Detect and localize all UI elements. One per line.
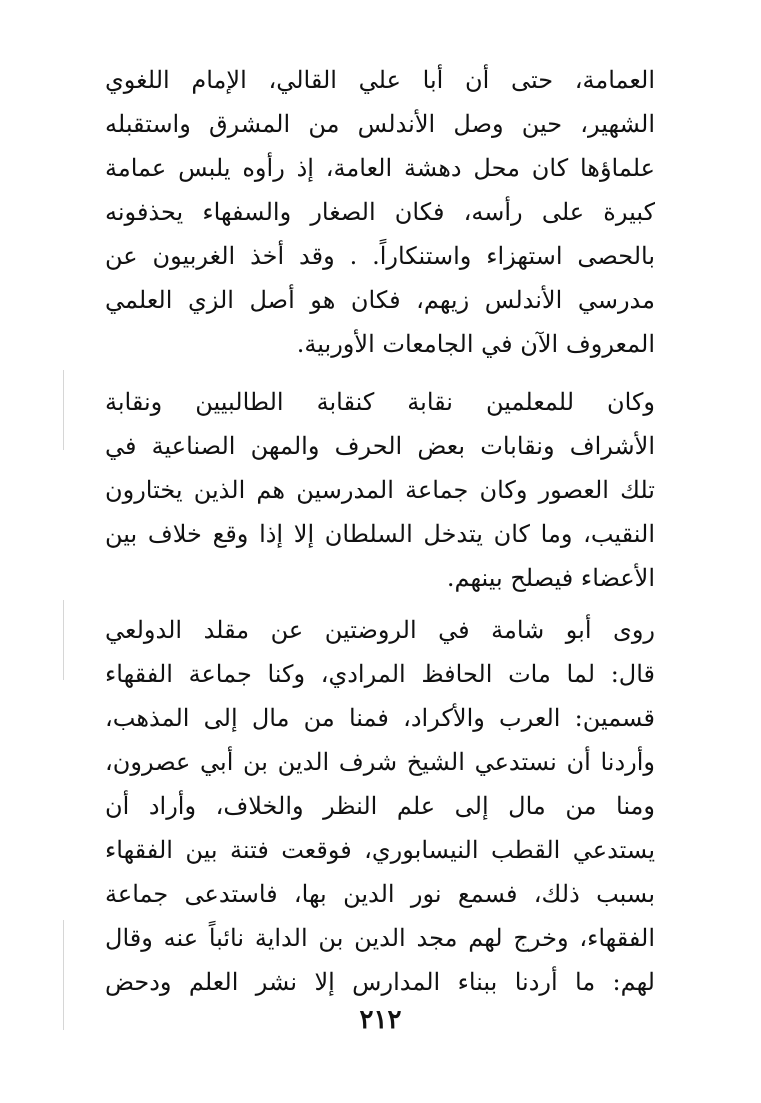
text-line: المعروف الآن في الجامعات الأوربية.: [296, 330, 655, 358]
text-line: علماؤها كان محل دهشة العامة، إذ رأوه يلبس عمامة: [105, 154, 655, 182]
page-number: ٢١٢: [359, 1005, 402, 1035]
text-line: الأشراف ونقابات بعض الحرف والمهن الصناعية في: [105, 432, 655, 460]
text-line: قال: لما مات الحافظ المرادي، وكنا جماعة الفقهاء: [105, 660, 655, 688]
text-line: الفقهاء، وخرج لهم مجد الدين بن الداية نائباً عنه وقال: [105, 924, 655, 952]
text-line: كبيرة على رأسه، فكان الصغار والسفهاء يحذفونه: [105, 198, 655, 226]
text-line: وأردنا أن نستدعي الشيخ شرف الدين بن أبي عصرون،: [105, 748, 655, 776]
text-line: قسمين: العرب والأكراد، فمنا من مال إلى المذهب،: [105, 704, 655, 732]
paragraph-1: [105, 58, 655, 366]
margin-line: [63, 370, 64, 450]
paragraph-3: [105, 608, 655, 1004]
text-line: النقيب، وما كان يتدخل السلطان إلا إذا وقع خلاف بين: [105, 520, 655, 548]
text-line: العمامة، حتى أن أبا علي القالي، الإمام اللغوي: [105, 66, 655, 94]
text-line: بسبب ذلك، فسمع نور الدين بها، فاستدعى جماعة: [105, 880, 655, 908]
text-line: وكان للمعلمين نقابة كنقابة الطالبيين ونقابة: [105, 388, 655, 416]
text-line: بالحصى استهزاء واستنكاراً. . وقد أخذ الغربيون عن: [105, 242, 655, 270]
text-line: الشهير، حين وصل الأندلس من المشرق واستقبله: [105, 110, 655, 138]
text-line: تلك العصور وكان جماعة المدرسين هم الذين يختارون: [105, 476, 655, 504]
text-line: يستدعي القطب النيسابوري، فوقعت فتنة بين الفقهاء: [105, 836, 655, 864]
text-line: لهم: ما أردنا ببناء المدارس إلا نشر العلم ودحض: [105, 968, 655, 996]
text-line: الأعضاء فيصلح بينهم.: [446, 564, 655, 592]
text-line: مدرسي الأندلس زيهم، فكان هو أصل الزي العلمي: [105, 286, 655, 314]
text-line: ومنا من مال إلى علم النظر والخلاف، وأراد أن: [105, 792, 655, 820]
paragraph-2: [105, 380, 655, 600]
text-line: روى أبو شامة في الروضتين عن مقلد الدولعي: [105, 616, 655, 644]
margin-line: [63, 600, 64, 680]
